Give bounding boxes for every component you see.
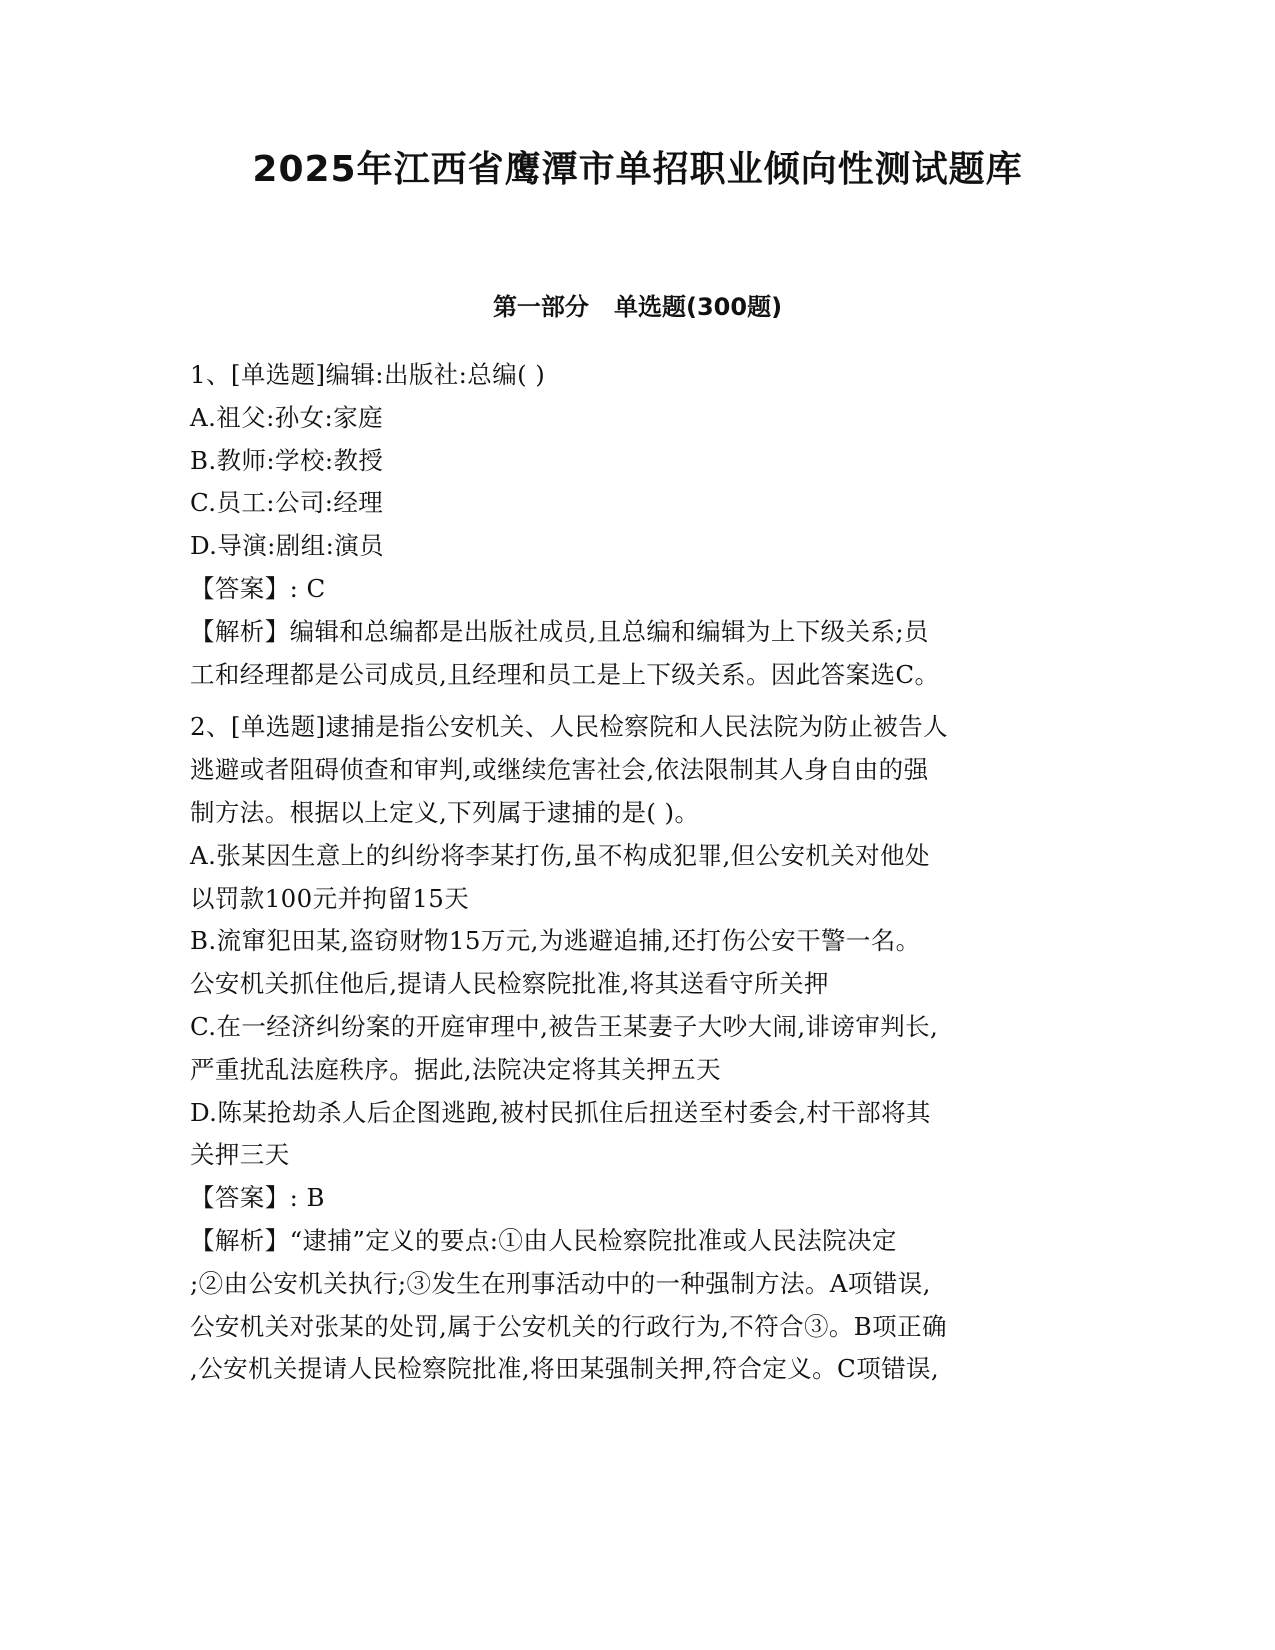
answer-line: 【答案】: B <box>190 1183 325 1213</box>
option-a: A.祖父:孙女:家庭 <box>190 402 383 432</box>
option-c: C.在一经济纠纷案的开庭审理中,被告王某妻子大吵大闹,诽谤审判长, <box>190 1011 939 1041</box>
question-stem: 制方法。根据以上定义,下列属于逮捕的是( )。 <box>190 797 700 827</box>
option-c: 严重扰乱法庭秩序。据此,法院决定将其关押五天 <box>190 1054 722 1084</box>
option-b: B.流窜犯田某,盗窃财物15万元,为逃避追捕,还打伤公安干警一名。 <box>190 926 921 956</box>
option-d: D.陈某抢劫杀人后企图逃跑,被村民抓住后扭送至村委会,村干部将其 <box>190 1097 931 1127</box>
option-a: 以罚款100元并拘留15天 <box>190 883 470 913</box>
analysis-line: 【解析】“逮捕”定义的要点:①由人民检察院批准或人民法院决定 <box>190 1225 897 1255</box>
option-a: A.张某因生意上的纠纷将李某打伤,虽不构成犯罪,但公安机关对他处 <box>190 840 930 870</box>
option-d: 关押三天 <box>190 1140 290 1170</box>
analysis-line: 工和经理都是公司成员,且经理和员工是上下级关系。因此答案选C。 <box>190 659 940 689</box>
analysis-line: 【解析】编辑和总编都是出版社成员,且总编和编辑为上下级关系;员 <box>190 616 929 646</box>
option-b: 公安机关抓住他后,提请人民检察院批准,将其送看守所关押 <box>190 969 829 999</box>
option-c: C.员工:公司:经理 <box>190 488 384 518</box>
question-stem: 2、[单选题]逮捕是指公安机关、人民检察院和人民法院为防止被告人 <box>190 712 949 742</box>
analysis-line: ,公安机关提请人民检察院批准,将田某强制关押,符合定义。C项错误, <box>190 1354 940 1384</box>
analysis-line: ;②由公安机关执行;③发生在刑事活动中的一种强制方法。A项错误, <box>190 1268 931 1298</box>
question-list <box>190 354 1090 1401</box>
question-stem: 1、[单选题]编辑:出版社:总编( ) <box>190 360 546 389</box>
option-b: B.教师:学校:教授 <box>190 445 384 475</box>
answer-line: 【答案】: C <box>190 573 326 603</box>
question-stem: 逃避或者阻碍侦查和审判,或继续危害社会,依法限制其人身自由的强 <box>190 755 929 785</box>
analysis-line: 公安机关对张某的处罚,属于公安机关的行政行为,不符合③。B项正确 <box>190 1311 947 1341</box>
section-title: 第一部分 单选题(300题) <box>492 293 783 321</box>
document-title: 2025年江西省鹰潭市单招职业倾向性测试题库 <box>252 149 1023 190</box>
option-d: D.导演:剧组:演员 <box>190 531 385 561</box>
question-2 <box>190 706 1090 1391</box>
question-1 <box>190 354 1090 696</box>
